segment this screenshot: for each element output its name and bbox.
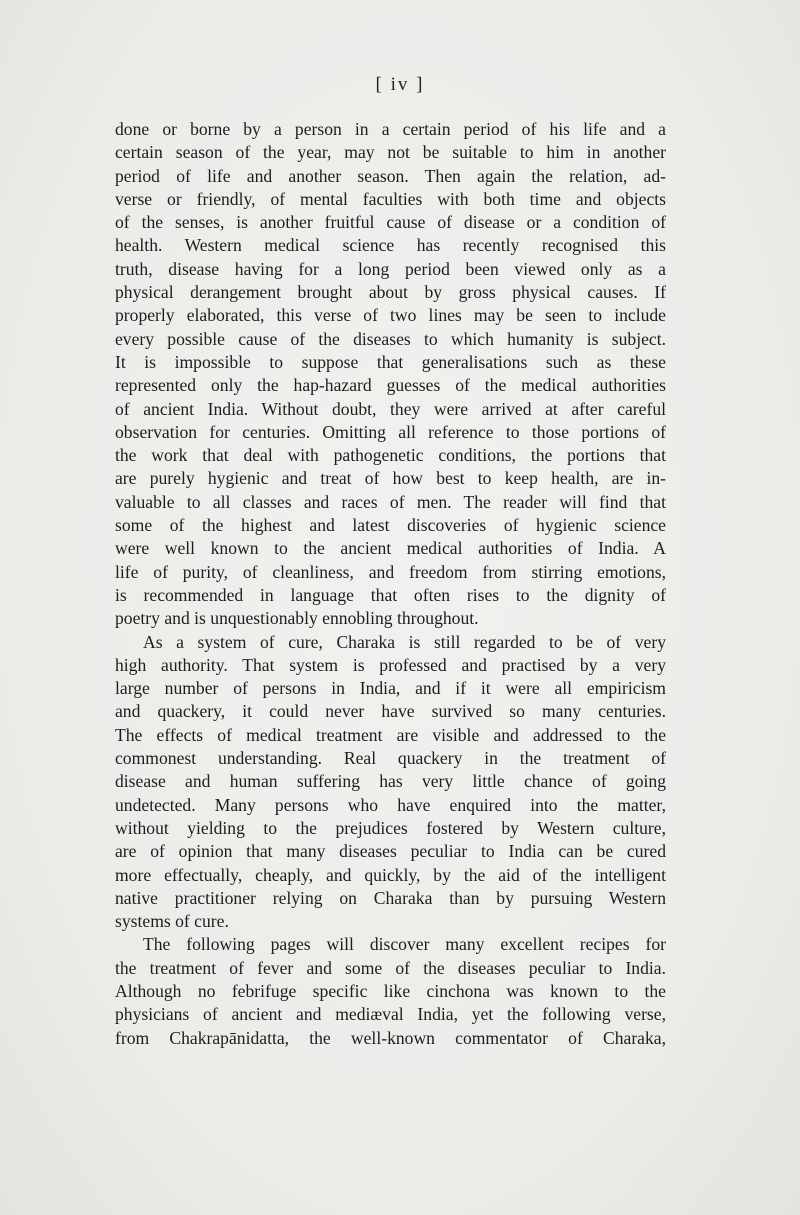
text-line: disease and human suffering has very little chance of going (115, 771, 666, 792)
text-line: commonest understanding. Real quackery in the treatment of (115, 748, 666, 769)
body-text (115, 118, 666, 1050)
text-line: As a system of cure, Charaka is still regarded to be of very (143, 631, 666, 652)
text-line: period of life and another season. Then again the relation, ad- (115, 165, 666, 186)
text-line: poetry and is unquestionably ennobling throughout. (115, 608, 479, 629)
text-line: Although no febrifuge specific like cinchona was known to the (115, 980, 666, 1001)
text-line: is recommended in language that often rises to the dignity of (115, 584, 666, 605)
text-line: valuable to all classes and races of men. The reader will find that (115, 491, 666, 512)
text-line: of ancient India. Without doubt, they were arrived at after careful (115, 398, 666, 419)
page-number: [ iv ] (375, 74, 425, 95)
text-line: verse or friendly, of mental faculties with both time and objects (115, 188, 666, 209)
text-line: of the senses, is another fruitful cause of disease or a condition of (115, 212, 666, 233)
text-line: every possible cause of the diseases to which humanity is subject. (115, 328, 666, 349)
text-line: The following pages will discover many excellent recipes for (143, 934, 666, 955)
text-line: systems of cure. (115, 911, 229, 932)
text-line: some of the highest and latest discoveries of hygienic science (115, 515, 666, 536)
text-line: were well known to the ancient medical authorities of India. A (115, 538, 666, 559)
text-line: the work that deal with pathogenetic conditions, the portions that (115, 445, 666, 466)
text-line: properly elaborated, this verse of two lines may be seen to include (115, 305, 666, 326)
text-line: undetected. Many persons who have enquired into the matter, (115, 794, 666, 815)
text-line: large number of persons in India, and if it were all empiricism (115, 678, 666, 699)
text-line: high authority. That system is professed and practised by a very (115, 654, 666, 675)
text-line: the treatment of fever and some of the diseases peculiar to India. (115, 957, 666, 978)
text-line: more effectually, cheaply, and quickly, by the aid of the intelligent (115, 864, 666, 885)
text-line: physical derangement brought about by gross physical causes. If (115, 282, 666, 303)
text-line: certain season of the year, may not be suitable to him in another (115, 142, 666, 163)
text-line: truth, disease having for a long period been viewed only as a (115, 258, 666, 279)
text-line: and quackery, it could never have survived so many centuries. (115, 701, 666, 722)
text-line: done or borne by a person in a certain period of his life and a (115, 119, 666, 139)
text-line: physicians of ancient and mediæval India, yet the following verse, (115, 1004, 666, 1025)
text-line: The effects of medical treatment are visible and addressed to the (115, 724, 666, 745)
text-line: It is impossible to suppose that generalisations such as these (115, 351, 666, 372)
text-line: life of purity, of cleanliness, and freedom from stirring emotions, (115, 561, 666, 582)
text-line: represented only the hap-hazard guesses of the medical authorities (115, 375, 666, 396)
text-line: health. Western medical science has recently recognised this (115, 235, 666, 256)
text-line: are purely hygienic and treat of how best to keep health, are in- (115, 468, 666, 489)
text-line: observation for centuries. Omitting all reference to those portions of (115, 421, 666, 442)
text-line: without yielding to the prejudices fostered by Western culture, (115, 817, 666, 838)
text-line: from Chakrapānidatta, the well-known commentator of Charaka, (115, 1027, 666, 1048)
text-line: are of opinion that many diseases peculiar to India can be cured (115, 841, 666, 862)
text-line: native practitioner relying on Charaka than by pursuing Western (115, 887, 666, 908)
